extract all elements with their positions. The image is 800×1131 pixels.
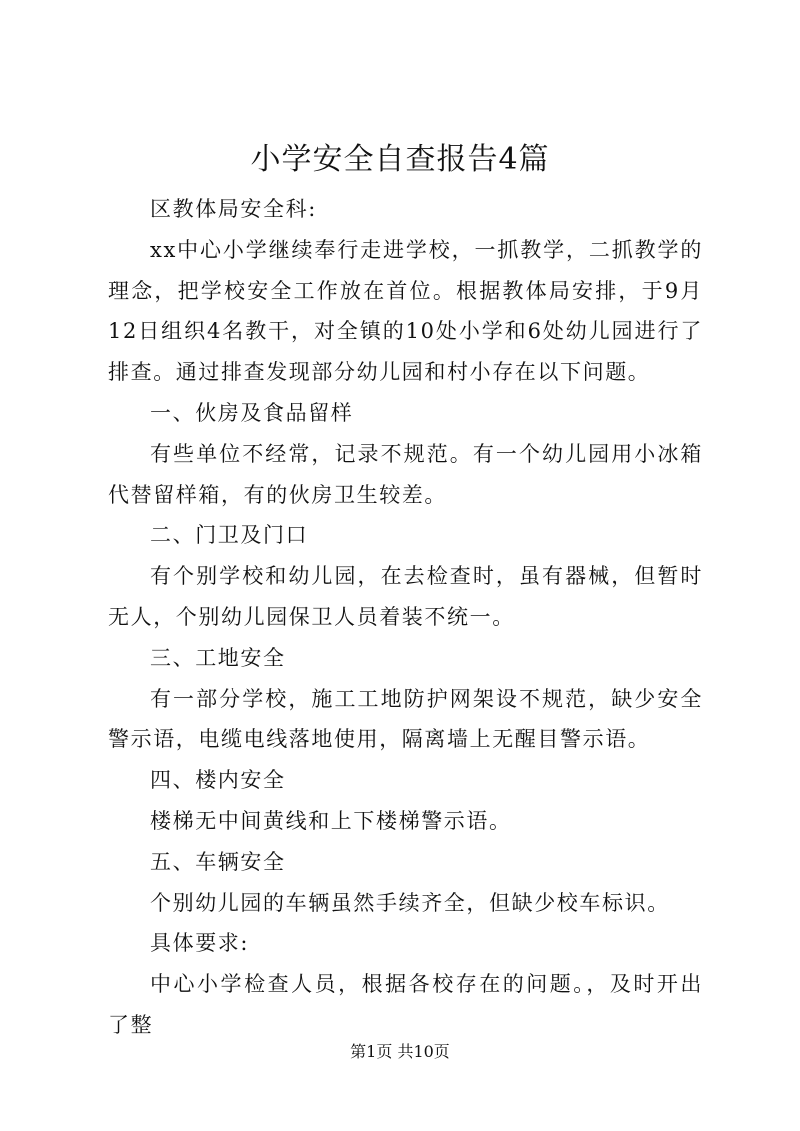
section-text-vehicle: 个别幼儿园的车辆虽然手续齐全，但缺少校车标识。 [150,890,670,915]
salutation: 区教体局安全科: [150,197,317,221]
document-body [108,189,703,1046]
section-text-gate: 有个别学校和幼儿园，在去检查时，虽有器械，但暂时无人，个别幼儿园保卫人员着装不统一。 [108,564,703,629]
section-heading-gate: 二、门卫及门口 [150,523,309,548]
section-text-kitchen: 有些单位不经常，记录不规范。有一个幼儿园用小冰箱代替留样箱，有的伙房卫生较差。 [108,441,703,507]
requirements-heading: 具体要求: [150,931,250,956]
section-heading-kitchen: 一、伙房及食品留样 [150,400,354,425]
page-footer: 第1页 共10页 [350,1042,450,1061]
section-text-construction: 有一部分学校，施工工地防护网架设不规范，缺少安全警示语，电缆电线落地使用，隔离墙上无醒目警示语。 [108,686,703,752]
section-heading-vehicle: 五、车辆安全 [150,849,286,874]
intro-paragraph: xx中心小学继续奉行走进学校，一抓教学，二抓教学的理念，把学校安全工作放在首位。根据教体局安排，于9月12日组织4名教干，对全镇的10处小学和6处幼儿园进行了排查。通过排查发现部分幼儿园和村小存在以下问题。 [108,237,703,385]
section-heading-building: 四、楼内安全 [150,768,286,793]
document-title: 小学安全自查报告4篇 [250,142,550,177]
section-heading-construction: 三、工地安全 [150,645,286,670]
requirements-text: 中心小学检查人员，根据各校存在的问题。，及时开出了整 [108,972,703,1037]
section-text-building: 楼梯无中间黄线和上下楼梯警示语。 [150,808,512,833]
